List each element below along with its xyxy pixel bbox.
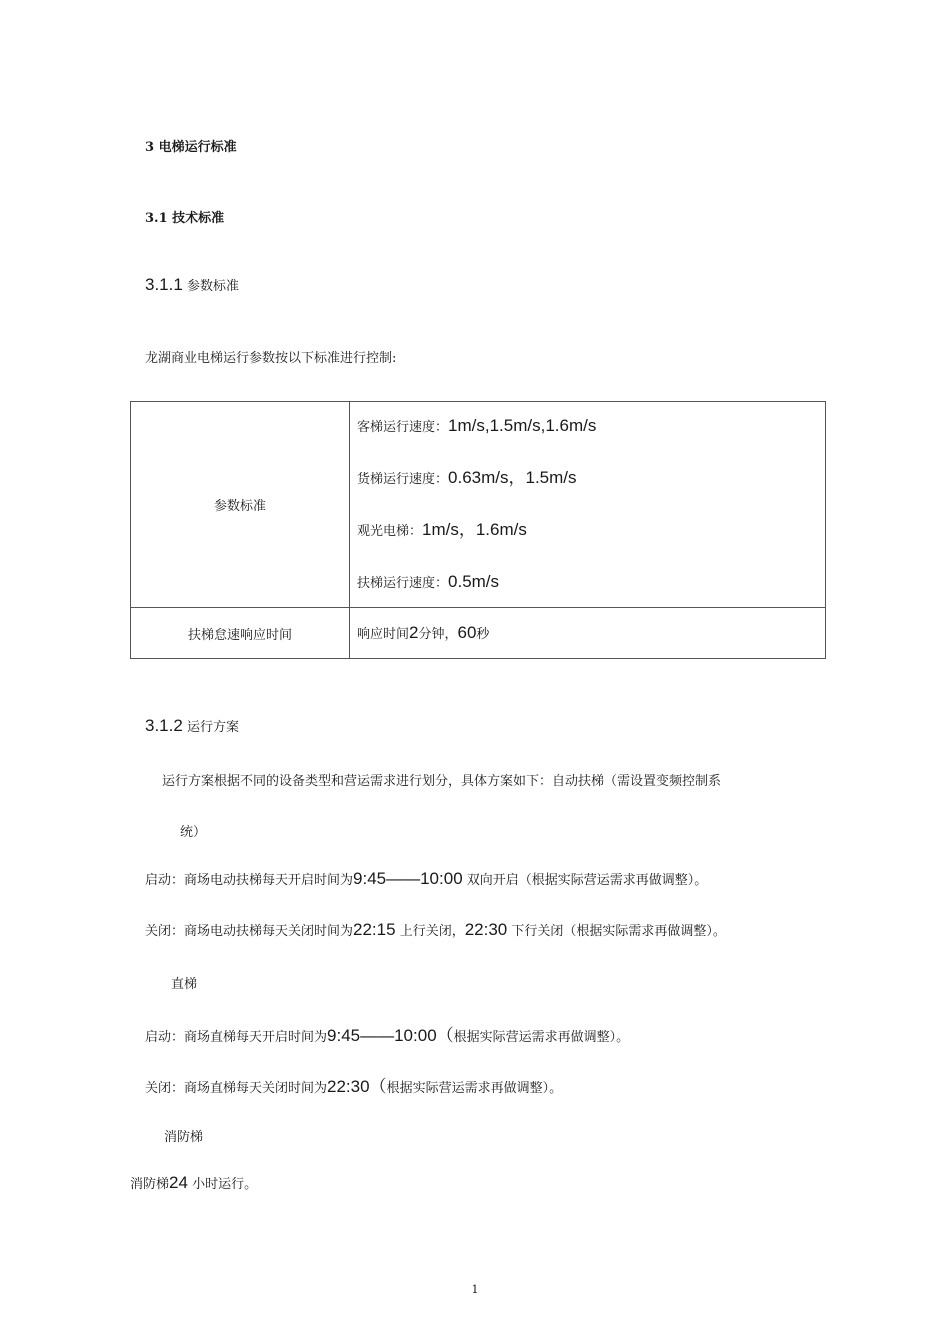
elevator-close-line: 关闭：商场直梯每天关闭时间为22:30（根据实际营运需求再做调整）。 [145,1077,563,1096]
page-number: 1 [471,1283,479,1296]
table-row [131,402,826,608]
speed-line-passenger: 客梯运行速度：1m/s,1.5m/s,1.6m/s [357,415,597,435]
subsection-title: 运行方案 [186,720,239,735]
speed-line-sightseeing: 观光电梯：1m/s，1.6m/s [357,519,527,539]
subsection-title: 参数标准 [186,279,239,294]
intro-paragraph: 龙湖商业电梯运行参数按以下标准进行控制: [145,351,397,366]
table-cell-label: 参数标准 [131,402,350,608]
subsection-number: 3.1.2 [145,716,183,735]
speed-line-freight: 货梯运行速度：0.63m/s，1.5m/s [357,467,577,487]
elevator-subheading: 直梯 [171,977,198,992]
table-cell-value [350,402,826,608]
subsection-heading-311 [145,275,239,295]
escalator-close-line: 关闭：商场电动扶梯每天关闭时间为22:15 上行关闭，22:30 下行关闭（根据实际需求再做调整）。 [145,920,726,939]
parameter-table [130,401,826,659]
section-heading: 3.1 技术标准 [145,211,225,226]
plan-intro-line-1: 运行方案根据不同的设备类型和营运需求进行划分，具体方案如下：自动扶梯（需设置变频控制系 [162,774,722,789]
elevator-start-line: 启动：商场直梯每天开启时间为9:45——10:00（根据实际营运需求再做调整）。 [145,1026,630,1045]
table-cell-label: 扶梯怠速响应时间 [131,608,350,659]
subsection-heading-312 [145,716,239,736]
plan-intro-line-2: 统） [180,825,207,840]
fire-elevator-line: 消防梯24 小时运行。 [130,1173,258,1192]
chapter-heading: 3 电梯运行标准 [145,140,237,155]
table-cell-value: 响应时间2分钟，60秒 [350,608,826,659]
escalator-start-line: 启动：商场电动扶梯每天开启时间为9:45——10:00 双向开启（根据实际营运需求再做调整）。 [145,869,708,888]
table-row [131,608,826,659]
speed-line-escalator: 扶梯运行速度：0.5m/s [357,571,500,591]
subsection-number: 3.1.1 [145,275,183,294]
fire-elevator-subheading: 消防梯 [164,1130,204,1145]
